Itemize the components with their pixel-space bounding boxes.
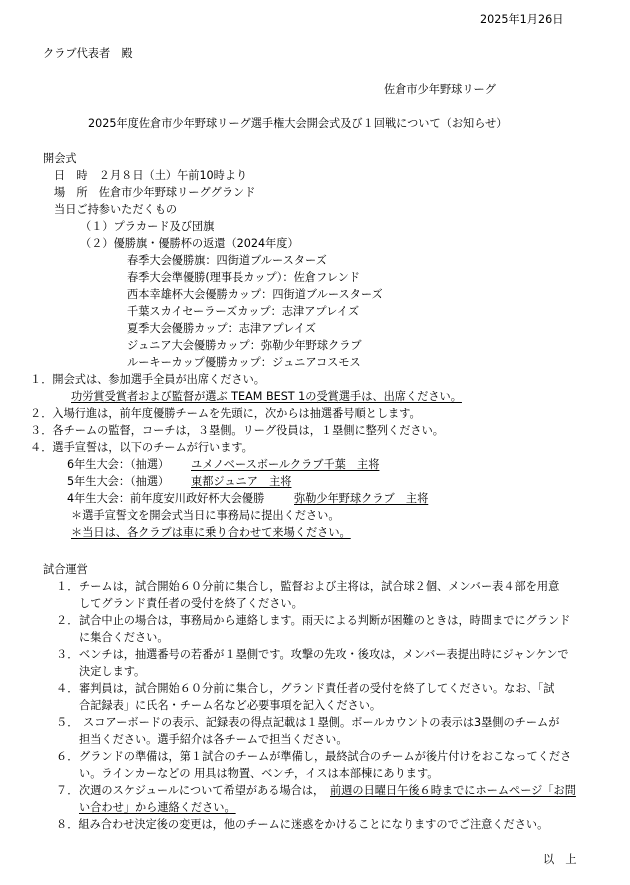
trophy-item: 夏季大会優勝カップ：志津アプレイズ (127, 322, 316, 335)
trophy-item: 春季大会準優勝(理事長カップ）：佐倉フレンド (127, 271, 360, 284)
games-item-line: してグランド責任者の受付を終了ください。 (79, 597, 303, 610)
trophy-item: ルーキーカップ優勝カップ：ジュニアコスモス (127, 356, 361, 369)
oath-5th-grade-label: 5年生大会：（抽選） (67, 475, 170, 488)
games-item-7-deadline: 前週の日曜日午後６時までにホームページ「お問 (330, 784, 576, 797)
opening-rule-4: ４．選手宣誓は，以下のチームが行います。 (30, 441, 253, 454)
items-heading: 当日ご持参いただくもの (54, 203, 178, 216)
games-item-number: ２． (56, 614, 79, 627)
games-heading: 試合運営 (43, 563, 88, 576)
opening-rule-2: ２．入場行進は，前年度優勝チームを先頭に，次からは抽選番号順とします。 (30, 407, 421, 420)
item-placard: （１）プラカード及び団旗 (80, 220, 215, 233)
games-item-number: ７． (56, 784, 79, 797)
opening-rule-1-note: 功労賞受賞者および監督が選ぶ TEAM BEST 1の受賞選手は、出席ください。 (71, 390, 462, 403)
games-item-line: ベンチは，抽選番号の若番が１塁側です。攻撃の先攻・後攻は，メンバー表提出時にジャンケンで (79, 648, 569, 661)
document-title: 2025年度佐倉市少年野球リーグ選手権大会開会式及び１回戦について（お知らせ） (88, 117, 508, 130)
games-item-number: ６． (56, 750, 79, 763)
games-item-number: ５． (56, 716, 79, 729)
opening-note-carpool: ＊当日は、各クラブは車に乗り合わせて来場ください。 (71, 526, 351, 539)
games-item-7-contact: い合わせ」から連絡ください。 (79, 801, 236, 814)
oath-5th-grade-team: 東都ジュニア 主将 (191, 475, 292, 488)
oath-6th-grade-team: ユメノベースボールクラブ千葉 主将 (191, 458, 380, 471)
closing: 以 上 (543, 853, 577, 866)
games-item-7-text: 次週のスケジュールについて希望がある場合は， (79, 784, 325, 797)
document-date: 2025年1月26日 (480, 13, 564, 26)
games-item-number: ４． (56, 682, 79, 695)
games-item-8: ８．組み合わせ決定後の変更は，他のチームに迷惑をかけることになりますのでご注意ください。 (56, 818, 549, 831)
item-trophy-return: （２）優勝旗・優勝杯の返還（2024年度） (80, 237, 299, 250)
trophy-item: 春季大会優勝旗：四街道ブルースターズ (127, 254, 327, 267)
games-item-line: 担当ください。選手紹介は各チームで担当ください。 (79, 733, 348, 746)
games-item-line: 決定します。 (79, 665, 146, 678)
recipient: クラブ代表者 殿 (43, 47, 133, 60)
sender: 佐倉市少年野球リーグ (384, 83, 496, 96)
games-item-line: 試合中止の場合は，事務局から連絡します。雨天による判断が困難のときは，時間までにグランド (79, 614, 571, 627)
games-item-number: １． (56, 580, 79, 593)
trophy-item: 千葉スカイセーラーズカップ：志津アプレイズ (127, 305, 360, 318)
games-item-line: チームは，試合開始６０分前に集合し，監督および主将は，試合球２個、メンバー表４部を用意 (79, 580, 560, 593)
games-item-line: グランドの準備は，第１試合のチームが準備し，最終試合のチームが後片付けをおこなってくださ (79, 750, 572, 763)
games-item-line: スコアーボードの表示、記録表の得点記載は１塁側。ボールカウントの表示は3塁側のチームが (83, 716, 560, 729)
games-item-line: に集合ください。 (79, 631, 169, 644)
oath-4th-grade-team: 弥勒少年野球クラブ 主将 (294, 492, 429, 505)
games-item-line: い。ラインカーなどの 用具は物置、ベンチ，イスは本部棟にあります。 (79, 767, 439, 780)
opening-heading: 開会式 (43, 152, 77, 165)
oath-6th-grade-label: 6年生大会：（抽選） (67, 458, 170, 471)
opening-datetime: 日 時 ２月８日（土）午前10時より (54, 169, 248, 182)
oath-4th-grade-label: 4年生大会：前年度安川政好杯大会優勝 (67, 492, 265, 505)
opening-rule-3: ３．各チームの監督，コーチは，３塁側。リーグ役員は，１塁側に整列ください。 (30, 424, 444, 437)
games-item-line: 審判員は，試合開始６０分前に集合し，グランド責任者の受付を終了してください。なお、「試 (79, 682, 555, 695)
opening-note-oath: ＊選手宣誓文を開会式当日に事務局に提出ください。 (71, 509, 340, 522)
trophy-item: 西本幸雄杯大会優勝カップ：四街道ブルースターズ (127, 288, 383, 301)
opening-place: 場 所 佐倉市少年野球リーググランド (54, 186, 256, 199)
games-item-line: 合記録表」に氏名・チーム名など必要事項を記入ください。 (79, 699, 382, 712)
games-item-number: ３． (56, 648, 79, 661)
opening-rule-1: １．開会式は、参加選手全員が出席ください。 (30, 373, 265, 386)
trophy-item: ジュニア大会優勝カップ：弥勒少年野球クラブ (127, 339, 362, 352)
